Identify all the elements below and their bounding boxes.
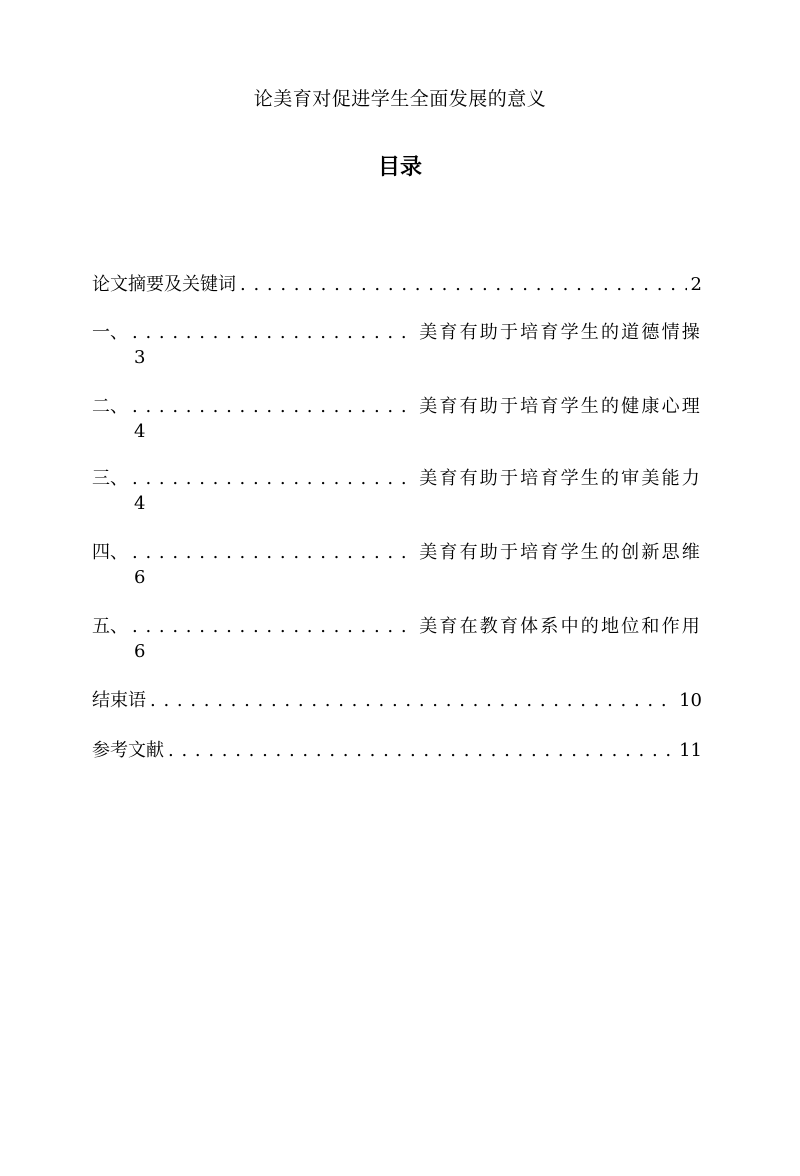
toc-leader-dots <box>132 466 415 492</box>
toc-entry-title: 美育有助于培育学生的道德情操 <box>419 322 702 343</box>
toc-entry-section-1[interactable] <box>92 320 702 370</box>
toc-entry-section-3[interactable] <box>92 466 702 516</box>
toc-page-number: 6 <box>134 567 146 588</box>
toc-page-number: 10 <box>679 690 702 711</box>
toc-entry-label: 五、 <box>92 616 128 637</box>
toc-leader-dots <box>132 540 415 566</box>
toc-entry-label: 四、 <box>92 542 128 563</box>
toc-entry-references[interactable] <box>92 738 702 764</box>
toc-page-number: 6 <box>134 641 146 662</box>
toc-page-number: 11 <box>679 740 702 761</box>
toc-entry-label: 三、 <box>92 468 128 489</box>
document-title: 论美育对促进学生全面发展的意义 <box>253 88 547 110</box>
toc-leader-dots <box>240 272 687 298</box>
toc-entry-label: 论文摘要及关键词 <box>92 274 236 295</box>
toc-leader-dots <box>150 688 675 714</box>
toc-leader-dots <box>132 320 415 346</box>
toc-entry-title: 美育有助于培育学生的创新思维 <box>419 542 702 563</box>
toc-leader-dots <box>132 394 415 420</box>
toc-entry-title: 美育有助于培育学生的审美能力 <box>419 468 702 489</box>
toc-entry-label: 参考文献 <box>92 740 164 761</box>
toc-entry-conclusion[interactable] <box>92 688 702 714</box>
toc-entry-section-2[interactable] <box>92 394 702 444</box>
toc-page-number: 4 <box>134 493 146 514</box>
toc-entry-abstract[interactable] <box>92 272 702 298</box>
toc-heading: 目录 <box>377 155 422 180</box>
toc-leader-dots <box>168 738 675 764</box>
toc-entry-section-4[interactable] <box>92 540 702 590</box>
toc-page-number: 2 <box>690 274 702 295</box>
toc-page-number: 3 <box>134 347 146 368</box>
toc-page-number: 4 <box>134 421 146 442</box>
toc-entry-title: 美育在教育体系中的地位和作用 <box>419 616 702 637</box>
toc-leader-dots <box>132 614 415 640</box>
toc-entry-label: 结束语 <box>92 690 146 711</box>
toc-entry-section-5[interactable] <box>92 614 702 664</box>
toc-entry-label: 二、 <box>92 396 128 417</box>
toc-entry-title: 美育有助于培育学生的健康心理 <box>419 396 702 417</box>
toc-entry-label: 一、 <box>92 322 128 343</box>
